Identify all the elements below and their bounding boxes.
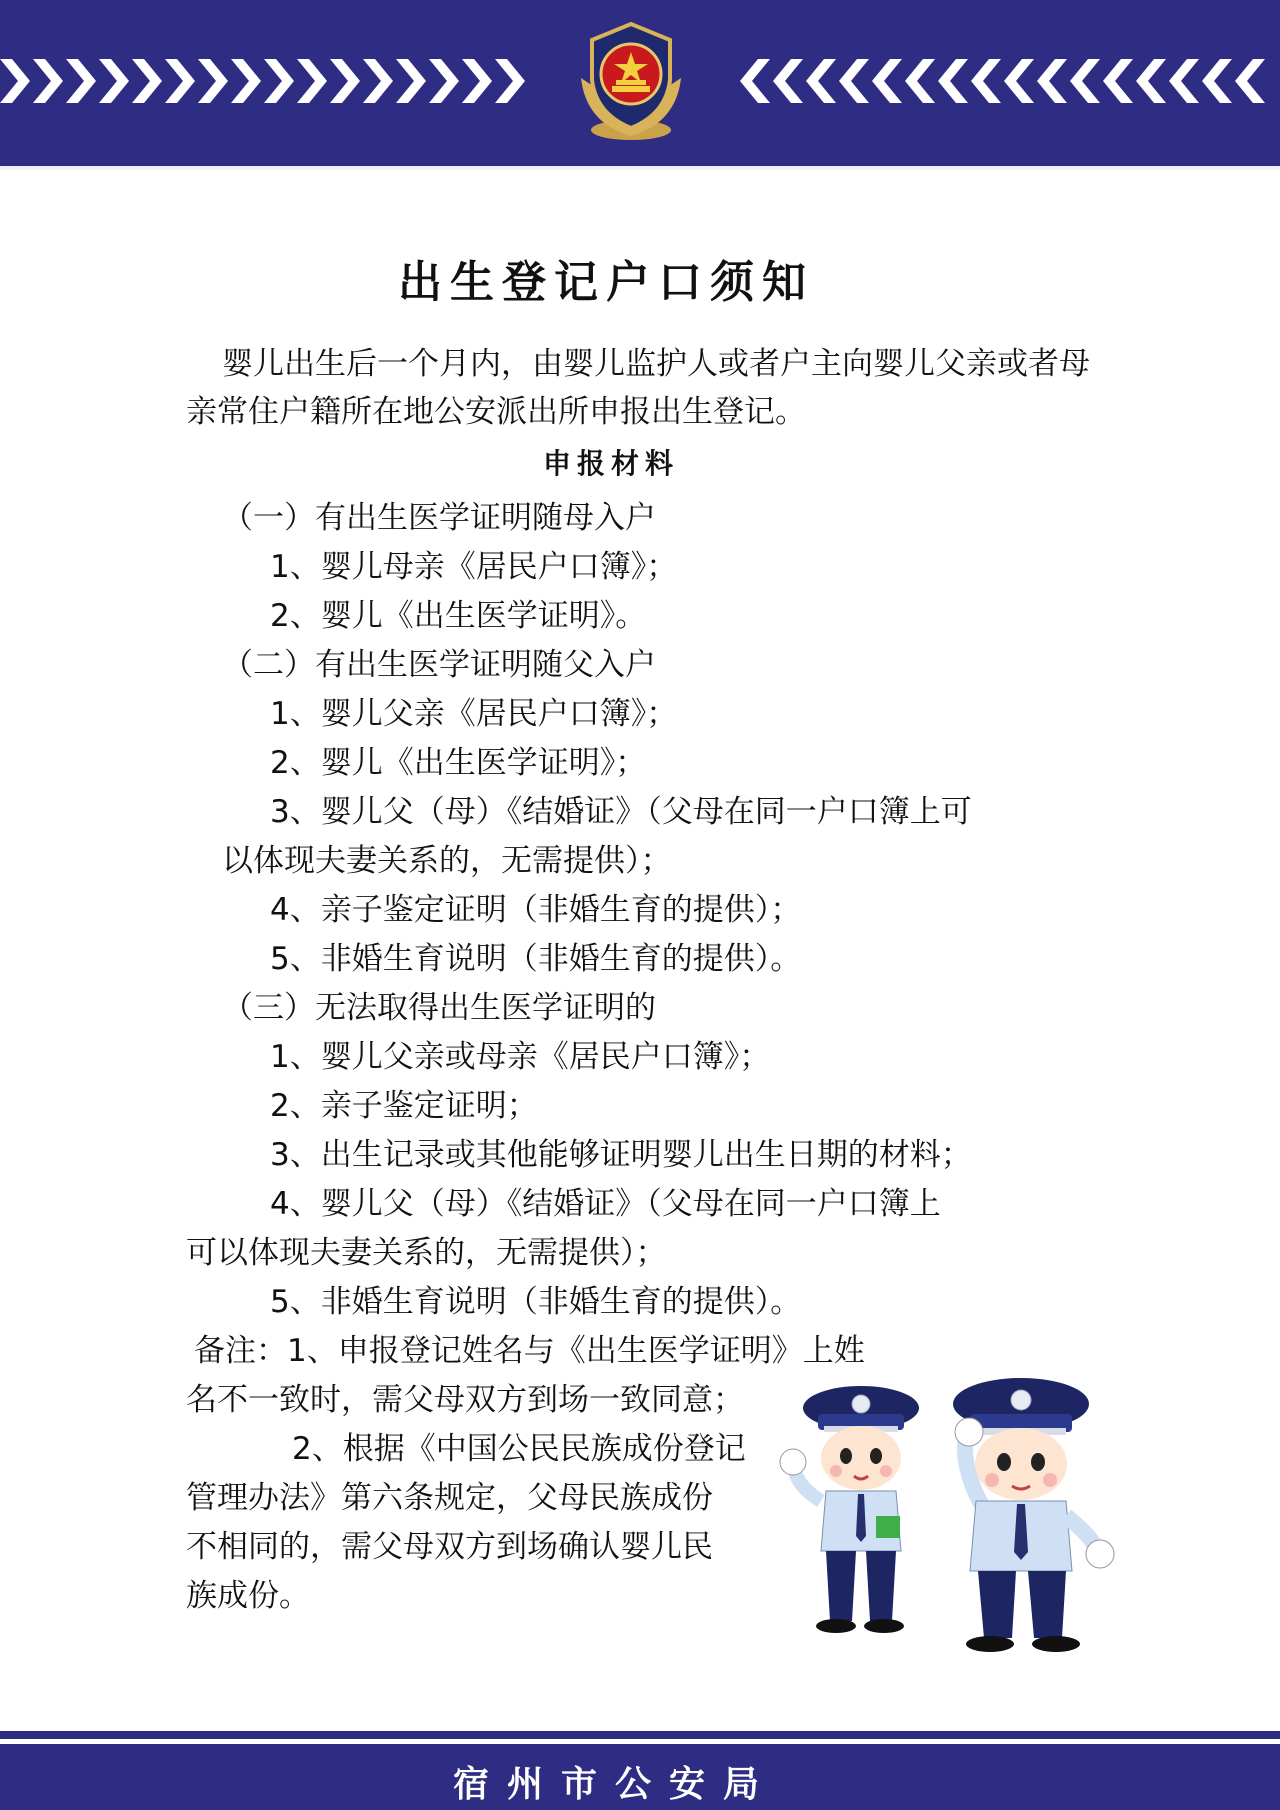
- section-heading: （一）有出生医学证明随母入户: [222, 500, 656, 536]
- police-mascots-icon: [766, 1376, 1126, 1656]
- list-item: 3、出生记录或其他能够证明婴儿出生日期的材料；: [270, 1137, 972, 1173]
- list-item: 可以体现夫妻关系的，无需提供）；: [186, 1235, 667, 1271]
- note-line: 备注：1、申报登记姓名与《出生医学证明》上姓: [194, 1333, 865, 1369]
- section-heading: （二）有出生医学证明随父入户: [222, 647, 656, 683]
- chevron-row-left-icon: [0, 53, 540, 109]
- footer-title: 宿州市公安局: [452, 1763, 777, 1805]
- list-item: 3、婴儿父（母）《结婚证》（父母在同一户口簿上可: [270, 794, 972, 830]
- list-item: 以体现夫妻关系的，无需提供）；: [222, 843, 672, 879]
- list-item: 4、亲子鉴定证明（非婚生育的提供）；: [270, 892, 802, 928]
- note-line: 管理办法》第六条规定，父母民族成份: [186, 1480, 713, 1516]
- section-heading: （三）无法取得出生医学证明的: [222, 990, 656, 1026]
- list-item: 2、婴儿《出生医学证明》。: [270, 598, 647, 634]
- list-item: 4、婴儿父（母）《结婚证》（父母在同一户口簿上: [270, 1186, 941, 1222]
- list-item: 2、婴儿《出生医学证明》；: [270, 745, 647, 781]
- police-emblem-icon: [566, 18, 696, 148]
- list-item: 1、婴儿母亲《居民户口簿》；: [270, 549, 678, 585]
- materials-heading: 申报材料: [542, 447, 679, 480]
- list-item: 5、非婚生育说明（非婚生育的提供）。: [270, 1284, 802, 1320]
- note-line: 族成份。: [186, 1578, 310, 1614]
- note-line: 名不一致时，需父母双方到场一致同意；: [186, 1382, 744, 1418]
- page-title: 出生登记户口须知: [398, 257, 814, 308]
- list-item: 1、婴儿父亲《居民户口簿》；: [270, 696, 678, 732]
- intro-paragraph: 婴儿出生后一个月内，由婴儿监护人或者户主向婴儿父亲或者母亲常住户籍所在地公安派出所申报出生登记。: [186, 346, 1090, 430]
- footer-banner: [0, 1744, 1280, 1810]
- footer-divider: [0, 1731, 1280, 1739]
- list-item: 1、婴儿父亲或母亲《居民户口簿》；: [270, 1039, 771, 1075]
- chevron-row-right-icon: [740, 53, 1280, 109]
- list-item: 5、非婚生育说明（非婚生育的提供）。: [270, 941, 802, 977]
- list-item: 2、亲子鉴定证明；: [270, 1088, 538, 1124]
- header-banner: [0, 0, 1280, 170]
- note-line: 2、根据《中国公民民族成份登记: [292, 1431, 746, 1467]
- note-line: 不相同的，需父母双方到场确认婴儿民: [186, 1529, 713, 1565]
